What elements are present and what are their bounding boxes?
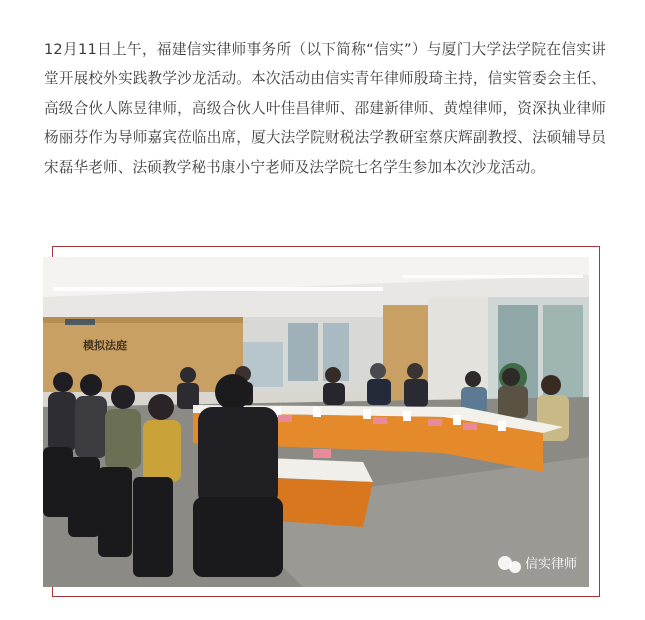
wall-sign-text: 模拟法庭 <box>83 339 127 352</box>
article-paragraph: 12月11日上午，福建信实律师事务所（以下简称“信实”）与厦门大学法学院在信实讲堂开展校外实践教学沙龙活动。本次活动由信实青年律师殷琦主持，信实管委会主任、高级合伙人陈昱律师，高级合伙人叶佳昌律师、邵建新律师、黄煌律师，资深执业律师杨丽芬作为导师嘉宾莅临出席，厦大法学院财税法学教研室蔡庆辉副教授、法硕辅导员宋磊华老师、法硕教学秘书康小宁老师及法学院七名学生参加本次沙龙活动。 <box>44 40 606 176</box>
meeting-room-illustration <box>43 257 589 587</box>
event-photo <box>43 257 589 587</box>
watermark-text: 信实律师 <box>525 557 578 572</box>
